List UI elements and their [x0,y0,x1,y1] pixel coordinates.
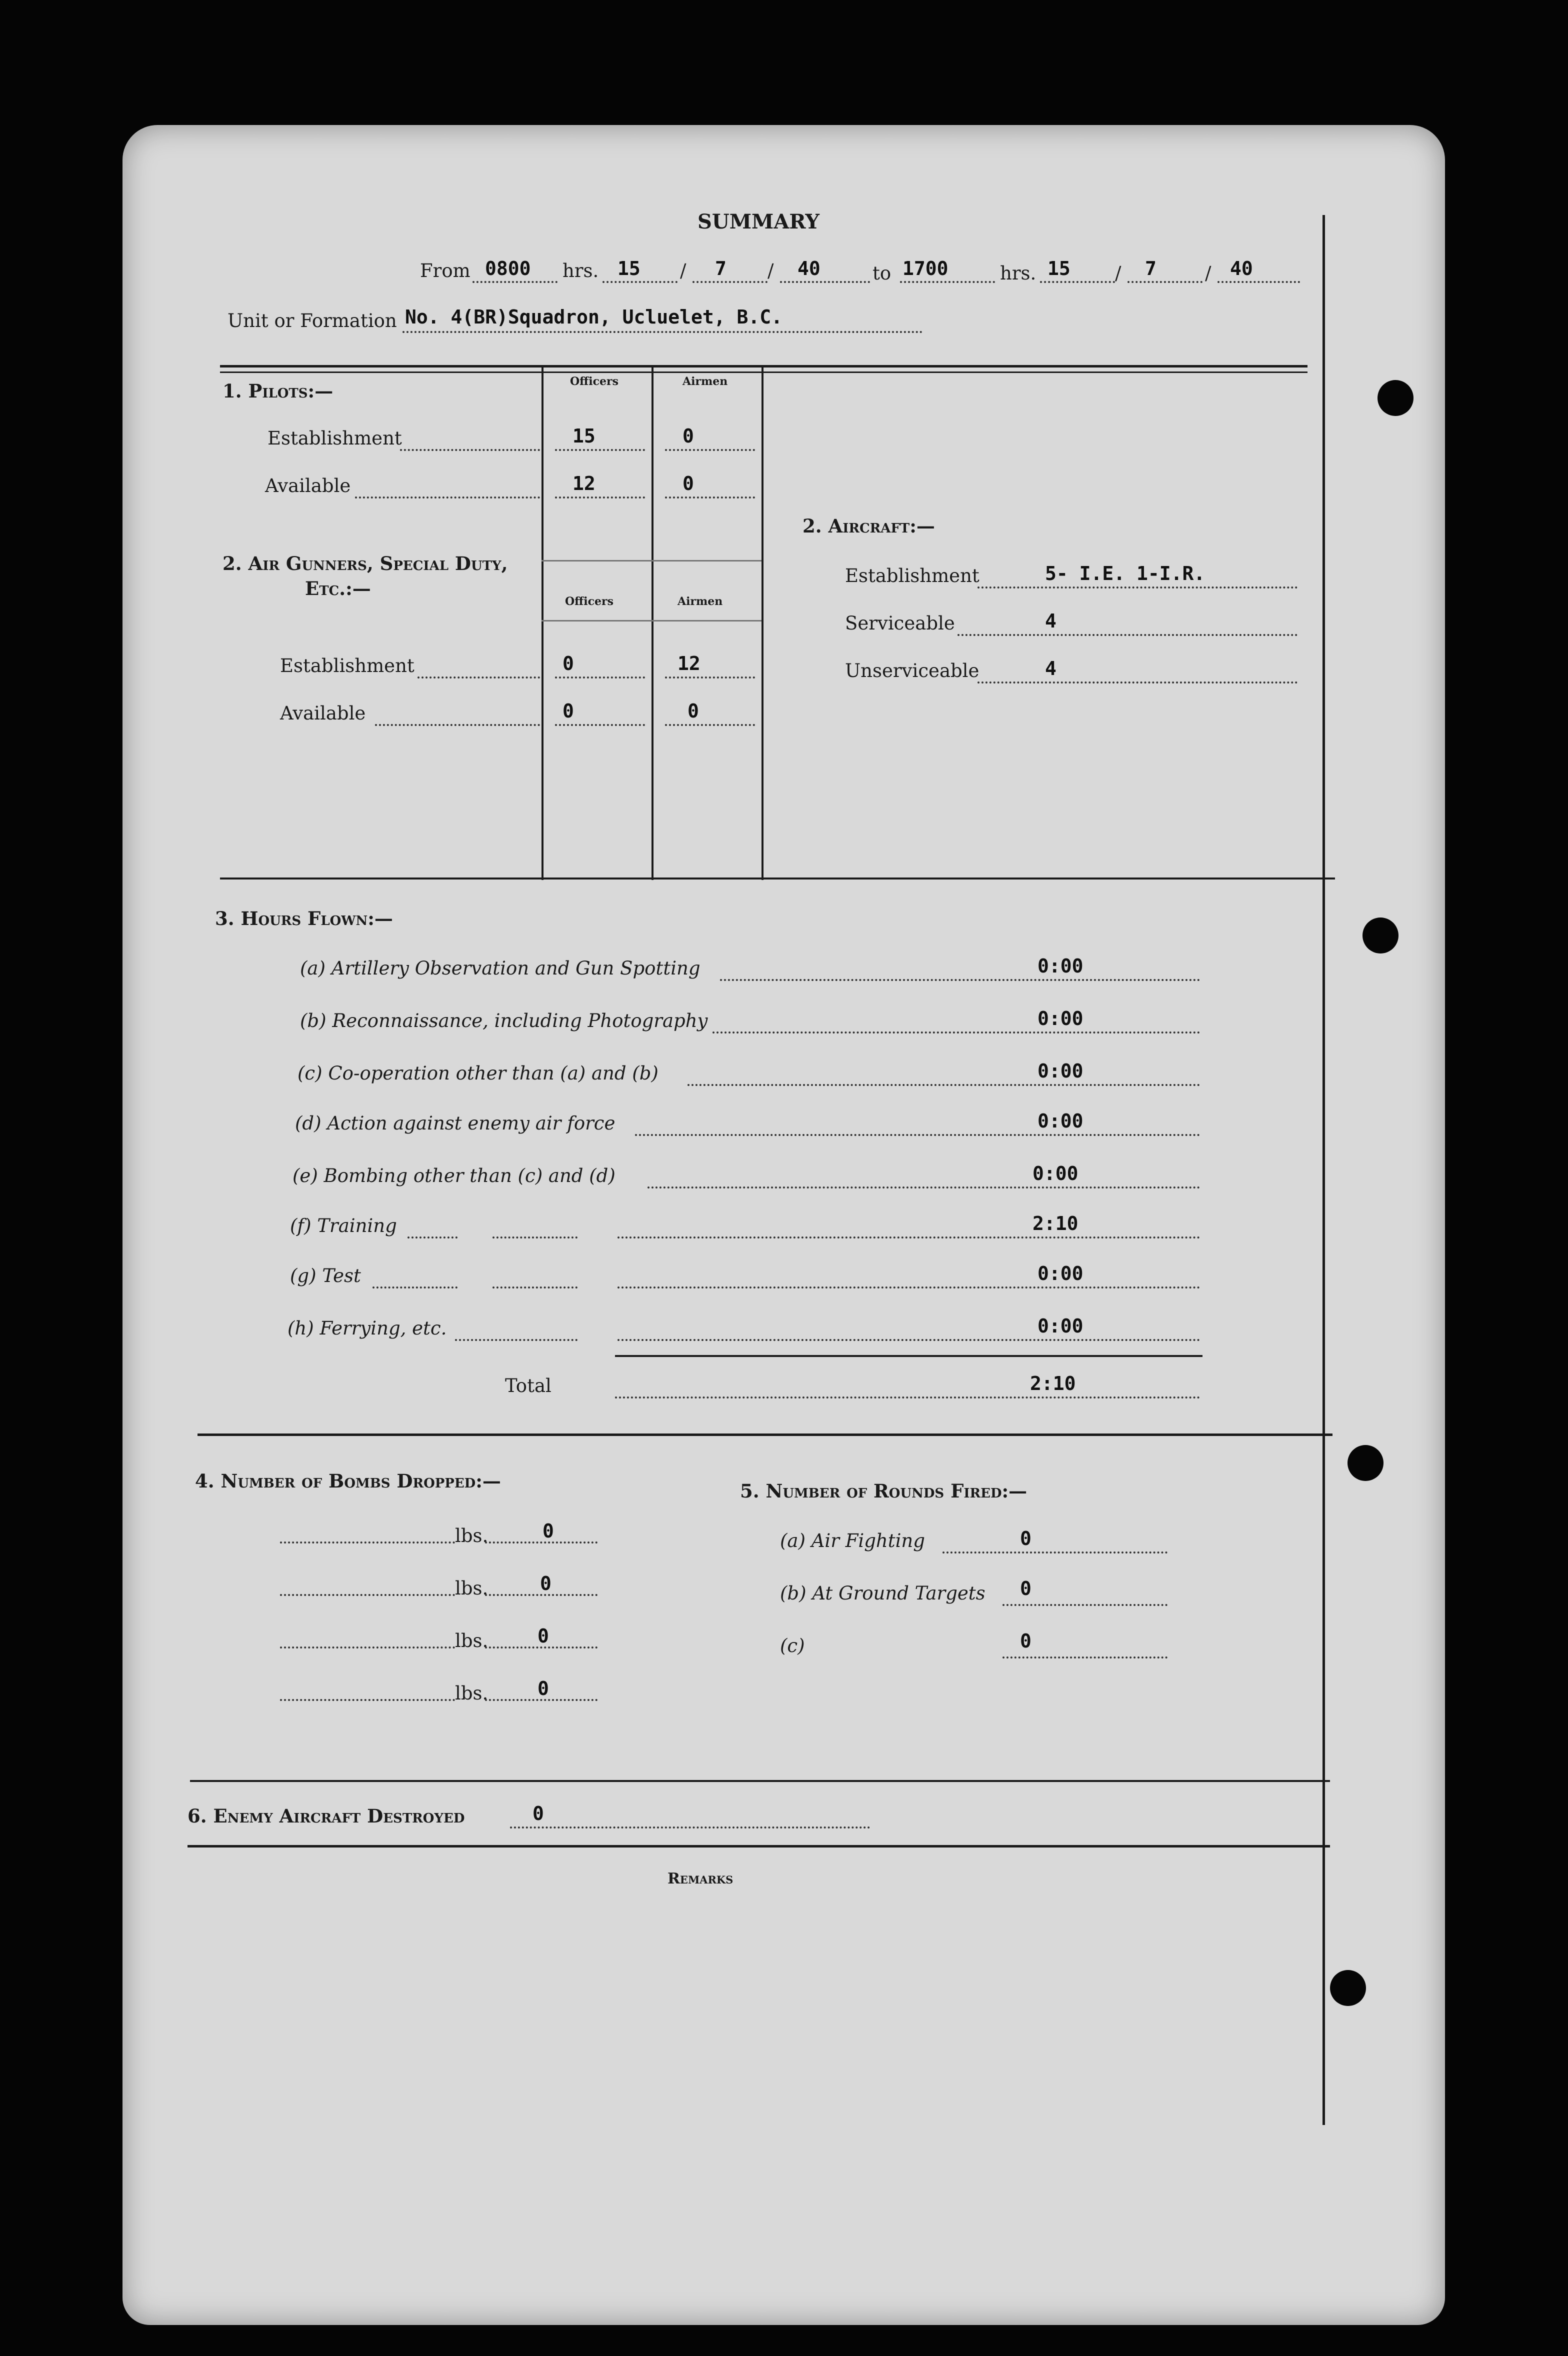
leader-dots [618,1236,1200,1238]
hours-item-a-value: 0:00 [1038,955,1084,977]
pilots-col-officers: Officers [570,375,618,388]
entry-line [978,682,1298,684]
grid-divider [542,365,544,880]
hours-total-label: Total [505,1375,552,1396]
from-day-line [602,281,678,283]
to-time: 1700 [902,258,948,280]
rounds-item-c-value: 0 [1020,1630,1032,1652]
pilots-establishment-airmen: 0 [682,425,694,447]
leader-dots [615,1396,1200,1398]
bombs-unit: lbs. [455,1578,488,1599]
hours-item-g-label: (g) Test [290,1265,361,1286]
to-month-line [1128,281,1202,283]
enemy-label: 6. Enemy Aircraft Destroyed [188,1805,465,1827]
from-time-line [472,281,558,283]
bombs-unit: lbs. [455,1682,488,1704]
entry-line [1002,1604,1168,1606]
from-month-line [692,281,768,283]
unit-value: No. 4(BR)Squadron, Ucluelet, B.C. [405,306,782,328]
to-time-line [900,281,995,283]
to-year: 40 [1230,258,1253,280]
entry-line [665,724,755,726]
date-slash: / [1115,262,1122,284]
bombs-unit: lbs. [455,1630,488,1652]
rounds-heading: 5. Number of Rounds Fired:— [740,1480,1028,1502]
hours-total-value: 2:10 [1030,1372,1076,1394]
hours-item-c-value: 0:00 [1038,1060,1084,1082]
leader-dots [280,1542,455,1544]
pilots-available-airmen: 0 [682,472,694,494]
entry-line [485,1542,598,1544]
leader-dots [355,496,540,498]
gunners-available-label: Available [280,702,366,724]
entry-line [665,496,755,498]
leader-dots [455,1339,578,1341]
from-year-line [780,281,870,283]
from-month: 7 [715,258,726,280]
hours-item-d-label: (d) Action against enemy air force [295,1112,616,1134]
bombs-heading: 4. Number of Bombs Dropped:— [195,1470,501,1492]
hours-item-e-value: 0:00 [1032,1162,1078,1184]
entry-line [1002,1656,1168,1658]
punch-hole [1378,380,1414,416]
punch-hole [1330,1970,1366,2006]
from-hrs-label: hrs. [562,260,599,282]
date-slash: / [768,260,774,282]
leader-dots [375,724,540,726]
aircraft-unserviceable-value: 4 [1045,658,1056,680]
unit-label: Unit or Formation [228,310,397,332]
hours-item-c-label: (c) Co-operation other than (a) and (b) [298,1062,658,1084]
summary-form [122,125,1445,2325]
entry-line [555,724,645,726]
leader-dots [280,1594,455,1596]
section-rule [198,1434,1332,1436]
leader-dots [618,1339,1200,1341]
leader-dots [688,1084,1200,1086]
gunners-available-airmen: 0 [688,700,699,722]
hours-item-f-label: (f) Training [290,1215,397,1236]
to-label: to [872,262,892,284]
column-rule [542,620,762,622]
leader-dots [408,1236,458,1238]
to-month: 7 [1145,258,1156,280]
hours-item-h-label: (h) Ferrying, etc. [288,1318,447,1339]
grid-divider [652,365,654,880]
top-rule-2 [220,372,1308,373]
hours-item-g-value: 0:00 [1038,1262,1084,1284]
leader-dots [492,1286,578,1288]
rounds-item-b-label: (b) At Ground Targets [780,1582,986,1604]
aircraft-serviceable-label: Serviceable [845,612,955,634]
leader-dots [618,1286,1200,1288]
aircraft-unserviceable-label: Unserviceable [845,660,980,682]
enemy-value: 0 [532,1802,544,1824]
hours-item-e-label: (e) Bombing other than (c) and (d) [292,1165,616,1186]
remarks-heading: Remarks [668,1870,734,1888]
total-rule [615,1355,1202,1357]
hours-item-a-label: (a) Artillery Observation and Gun Spotting [300,958,700,979]
leader-dots [372,1286,458,1288]
pilots-available-label: Available [265,475,351,496]
aircraft-establishment-label: Establishment [845,565,980,586]
from-label: From [420,260,470,282]
entry-line [978,586,1298,588]
leader-dots [635,1134,1200,1136]
leader-dots [280,1699,455,1701]
to-hrs-label: hrs. [1000,262,1036,284]
aircraft-establishment-value: 5- I.E. 1-I.R. [1045,562,1206,584]
rounds-item-c-label: (c) [780,1635,805,1656]
bombs-value-4: 0 [538,1678,549,1700]
gunners-establishment-officers: 0 [562,652,574,674]
leader-dots [712,1032,1200,1034]
pilots-available-officers: 12 [572,472,596,494]
pilots-establishment-officers: 15 [572,425,596,447]
column-rule [542,560,762,562]
date-slash: / [1205,262,1212,284]
top-rule [220,365,1308,368]
gunners-col-airmen: Airmen [678,595,723,608]
bombs-unit: lbs. [455,1525,488,1546]
bombs-value-2: 0 [540,1572,552,1594]
form-title: SUMMARY [698,210,820,234]
air-gunners-heading: 2. Air Gunners, Special Duty, [222,552,508,574]
to-year-line [1218,281,1300,283]
to-day-line [1040,281,1115,283]
unit-line [402,331,922,333]
rounds-item-a-value: 0 [1020,1528,1032,1550]
gunners-establishment-label: Establishment [280,655,414,676]
pilots-col-airmen: Airmen [682,375,728,388]
leader-dots [400,449,540,451]
hours-item-b-label: (b) Reconnaissance, including Photography [300,1010,708,1032]
date-slash: / [680,260,686,282]
pilots-establishment-label: Establishment [268,428,402,449]
rounds-item-b-value: 0 [1020,1578,1032,1600]
hours-item-h-value: 0:00 [1038,1315,1084,1337]
section-rule [190,1780,1330,1782]
entry-line [665,676,755,678]
aircraft-serviceable-value: 4 [1045,610,1056,632]
entry-line [555,449,645,451]
leader-dots [418,676,540,678]
leader-dots [280,1646,455,1648]
entry-line [510,1826,870,1828]
pilots-heading: 1. Pilots:— [222,380,334,402]
leader-dots [648,1186,1200,1188]
to-day: 15 [1048,258,1070,280]
gunners-establishment-airmen: 12 [678,652,700,674]
aircraft-heading: 2. Aircraft:— [802,515,935,537]
from-time: 0800 [485,258,531,280]
bombs-value-3: 0 [538,1625,549,1647]
entry-line [958,634,1298,636]
hours-item-d-value: 0:00 [1038,1110,1084,1132]
entry-line [555,496,645,498]
entry-line [665,449,755,451]
section-rule [220,878,1335,880]
entry-line [555,676,645,678]
rounds-item-a-label: (a) Air Fighting [780,1530,925,1552]
margin-rule [1322,215,1325,2125]
leader-dots [492,1236,578,1238]
gunners-col-officers: Officers [565,595,614,608]
section-rule [188,1845,1330,1848]
punch-hole [1348,1445,1384,1481]
from-day: 15 [618,258,640,280]
bombs-value-1: 0 [542,1520,554,1542]
from-year: 40 [798,258,820,280]
entry-line [942,1552,1168,1554]
punch-hole [1362,918,1398,954]
gunners-available-officers: 0 [562,700,574,722]
leader-dots [720,979,1200,981]
air-gunners-heading-etc: Etc.:— [305,578,371,600]
hours-item-b-value: 0:00 [1038,1008,1084,1030]
hours-flown-heading: 3. Hours Flown:— [215,908,393,930]
hours-item-f-value: 2:10 [1032,1212,1078,1234]
grid-divider [762,365,764,880]
